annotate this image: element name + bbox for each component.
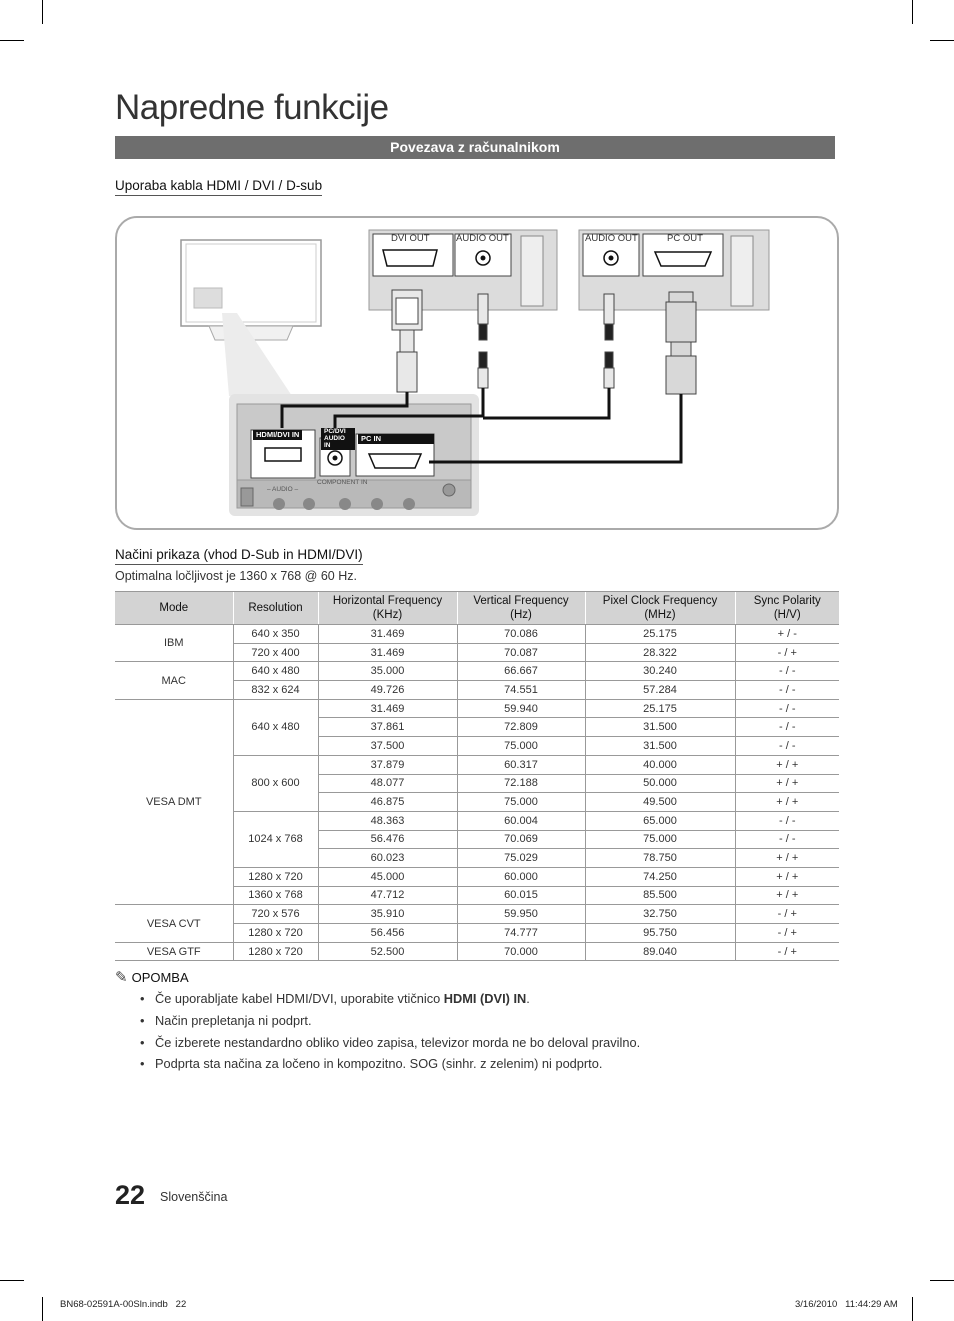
value-cell: - / - bbox=[735, 718, 839, 737]
table-header-row bbox=[115, 592, 839, 625]
resolution-cell: 640 x 480 bbox=[233, 662, 318, 681]
dsub-cable bbox=[666, 292, 696, 394]
pc2-audio-out-label: AUDIO OUT bbox=[585, 233, 638, 244]
value-cell: 31.500 bbox=[585, 737, 735, 756]
value-cell: 32.750 bbox=[585, 905, 735, 924]
value-cell: 75.029 bbox=[457, 849, 585, 868]
table-header-cell bbox=[115, 592, 233, 625]
value-cell: 37.879 bbox=[318, 755, 457, 774]
value-cell: 59.940 bbox=[457, 699, 585, 718]
subsection-modes-title: Načini prikaza (vhod D-Sub in HDMI/DVI) bbox=[115, 547, 363, 565]
value-cell: 28.322 bbox=[585, 643, 735, 662]
value-cell: + / + bbox=[735, 867, 839, 886]
note-item bbox=[140, 1056, 640, 1078]
resolution-cell: 640 x 480 bbox=[233, 699, 318, 755]
value-cell: 37.500 bbox=[318, 737, 457, 756]
table-header-cell bbox=[585, 592, 735, 625]
mode-cell: VESA CVT bbox=[115, 905, 233, 942]
header-unit: (H/V) bbox=[773, 609, 801, 621]
table-row bbox=[115, 699, 839, 718]
connection-diagram bbox=[115, 216, 839, 530]
value-cell: - / + bbox=[735, 942, 839, 961]
value-cell: 48.077 bbox=[318, 774, 457, 793]
page-number: 22 bbox=[115, 1180, 146, 1210]
note-title: OPOMBA bbox=[131, 970, 189, 985]
value-cell: 89.040 bbox=[585, 942, 735, 961]
section-title: Povezava z računalnikom bbox=[115, 136, 835, 159]
value-cell: 35.910 bbox=[318, 905, 457, 924]
tv-pc-in-label: PC IN bbox=[358, 434, 434, 444]
header-line: Horizontal Frequency bbox=[332, 594, 443, 607]
value-cell: 31.469 bbox=[318, 699, 457, 718]
value-cell: 65.000 bbox=[585, 811, 735, 830]
value-cell: 60.015 bbox=[457, 886, 585, 905]
value-cell: 70.000 bbox=[457, 942, 585, 961]
tv-audio-label: – AUDIO – bbox=[267, 486, 299, 493]
value-cell: - / - bbox=[735, 662, 839, 681]
header-unit: (KHz) bbox=[372, 609, 403, 621]
value-cell: 70.086 bbox=[457, 625, 585, 644]
value-cell: - / - bbox=[735, 699, 839, 718]
note-list bbox=[140, 991, 640, 1078]
header-line: Mode bbox=[159, 601, 189, 614]
crop-mark bbox=[930, 1280, 954, 1281]
value-cell: - / + bbox=[735, 643, 839, 662]
tv-component-in-label: COMPONENT IN bbox=[317, 479, 368, 486]
value-cell: + / + bbox=[735, 793, 839, 812]
note-text: Način prepletanja ni podprt. bbox=[155, 1012, 312, 1028]
resolution-cell: 720 x 576 bbox=[233, 905, 318, 924]
file-info: BN68-02591A-00Sln.indb 22 bbox=[60, 1299, 187, 1310]
resolution-cell: 640 x 350 bbox=[233, 625, 318, 644]
value-cell: - / + bbox=[735, 905, 839, 924]
pencil-icon: ✎ bbox=[115, 969, 128, 986]
crop-mark bbox=[42, 0, 43, 24]
value-cell: 40.000 bbox=[585, 755, 735, 774]
value-cell: + / + bbox=[735, 774, 839, 793]
header-line: Resolution bbox=[248, 601, 303, 614]
note-text: Podprta sta načina za ločeno in kompozitno. SOG (sinhr. z zelenim) ni podprto. bbox=[155, 1056, 603, 1072]
note-item bbox=[140, 1035, 640, 1057]
value-cell: 66.667 bbox=[457, 662, 585, 681]
value-cell: 95.750 bbox=[585, 924, 735, 943]
audio-cable-2 bbox=[604, 294, 614, 388]
value-cell: 70.069 bbox=[457, 830, 585, 849]
value-cell: 75.000 bbox=[457, 737, 585, 756]
value-cell: + / - bbox=[735, 625, 839, 644]
pc2-pc-out-label: PC OUT bbox=[667, 233, 703, 244]
resolution-cell: 1280 x 720 bbox=[233, 924, 318, 943]
crop-mark bbox=[0, 1280, 24, 1281]
value-cell: + / + bbox=[735, 755, 839, 774]
value-cell: 74.250 bbox=[585, 867, 735, 886]
table-body bbox=[115, 625, 839, 961]
table-header-cell bbox=[735, 592, 839, 625]
table-header-cell bbox=[318, 592, 457, 625]
value-cell: 30.240 bbox=[585, 662, 735, 681]
value-cell: 60.317 bbox=[457, 755, 585, 774]
header-line: Vertical Frequency bbox=[473, 594, 569, 607]
table-header-cell bbox=[457, 592, 585, 625]
value-cell: 74.551 bbox=[457, 681, 585, 700]
value-cell: 49.726 bbox=[318, 681, 457, 700]
value-cell: 52.500 bbox=[318, 942, 457, 961]
optimal-resolution-text: Optimalna ločljivost je 1360 x 768 @ 60 Hz. bbox=[115, 569, 357, 583]
dvi-hdmi-cable bbox=[392, 290, 422, 392]
value-cell: 72.809 bbox=[457, 718, 585, 737]
value-cell: + / + bbox=[735, 886, 839, 905]
mode-cell: MAC bbox=[115, 662, 233, 699]
value-cell: - / - bbox=[735, 681, 839, 700]
tv-audio-in-label: PC/DVI AUDIO IN bbox=[321, 428, 355, 450]
value-cell: 60.023 bbox=[318, 849, 457, 868]
value-cell: 31.500 bbox=[585, 718, 735, 737]
value-cell: 70.087 bbox=[457, 643, 585, 662]
value-cell: 31.469 bbox=[318, 625, 457, 644]
mode-cell: VESA DMT bbox=[115, 699, 233, 905]
value-cell: - / + bbox=[735, 924, 839, 943]
value-cell: 85.500 bbox=[585, 886, 735, 905]
value-cell: 37.861 bbox=[318, 718, 457, 737]
value-cell: 56.456 bbox=[318, 924, 457, 943]
resolution-cell: 1024 x 768 bbox=[233, 811, 318, 867]
header-line: Pixel Clock Frequency bbox=[602, 594, 718, 607]
tv-back-panel bbox=[229, 394, 479, 516]
mode-cell: IBM bbox=[115, 625, 233, 662]
note-bold: HDMI (DVI) IN bbox=[443, 991, 527, 1006]
pc1-dvi-out-label: DVI OUT bbox=[391, 233, 430, 244]
table-row bbox=[115, 662, 839, 681]
resolution-cell: 1280 x 720 bbox=[233, 867, 318, 886]
value-cell: - / - bbox=[735, 811, 839, 830]
resolution-cell: 1280 x 720 bbox=[233, 942, 318, 961]
value-cell: 75.000 bbox=[585, 830, 735, 849]
value-cell: 56.476 bbox=[318, 830, 457, 849]
value-cell: 60.004 bbox=[457, 811, 585, 830]
page-language: Slovenščina bbox=[160, 1190, 228, 1204]
header-unit: (MHz) bbox=[644, 609, 676, 621]
value-cell: - / - bbox=[735, 830, 839, 849]
crop-mark bbox=[912, 1297, 913, 1321]
value-cell: 72.188 bbox=[457, 774, 585, 793]
table-row bbox=[115, 905, 839, 924]
value-cell: 60.000 bbox=[457, 867, 585, 886]
crop-mark bbox=[42, 1297, 43, 1321]
table-row bbox=[115, 625, 839, 644]
header-unit: (Hz) bbox=[510, 609, 532, 621]
value-cell: 45.000 bbox=[318, 867, 457, 886]
value-cell: 49.500 bbox=[585, 793, 735, 812]
display-modes-table bbox=[115, 591, 839, 961]
table-row bbox=[115, 942, 839, 961]
note-text: Če izberete nestandardno obliko video zapisa, televizor morda ne bo deloval pravilno. bbox=[155, 1034, 641, 1050]
value-cell: 74.777 bbox=[457, 924, 585, 943]
crop-mark bbox=[930, 40, 954, 41]
value-cell: 31.469 bbox=[318, 643, 457, 662]
mode-cell: VESA GTF bbox=[115, 942, 233, 961]
crop-mark bbox=[0, 40, 24, 41]
resolution-cell: 1360 x 768 bbox=[233, 886, 318, 905]
value-cell: 48.363 bbox=[318, 811, 457, 830]
print-timestamp: 3/16/2010 11:44:29 AM bbox=[795, 1299, 898, 1310]
note-text-end: . bbox=[526, 991, 530, 1006]
value-cell: - / - bbox=[735, 737, 839, 756]
value-cell: 35.000 bbox=[318, 662, 457, 681]
value-cell: 57.284 bbox=[585, 681, 735, 700]
note-item bbox=[140, 1013, 640, 1035]
resolution-cell: 720 x 400 bbox=[233, 643, 318, 662]
note-item bbox=[140, 991, 640, 1013]
resolution-cell: 800 x 600 bbox=[233, 755, 318, 811]
subsection-cable-title: Uporaba kabla HDMI / DVI / D-sub bbox=[115, 178, 322, 196]
value-cell: 59.950 bbox=[457, 905, 585, 924]
connection-illustration bbox=[117, 218, 837, 528]
pc1-audio-out-label: AUDIO OUT bbox=[456, 233, 509, 244]
tv-hdmi-in-label: HDMI/DVI IN bbox=[253, 430, 302, 440]
value-cell: + / + bbox=[735, 849, 839, 868]
value-cell: 25.175 bbox=[585, 625, 735, 644]
value-cell: 75.000 bbox=[457, 793, 585, 812]
table-header-cell bbox=[233, 592, 318, 625]
header-line: Sync Polarity bbox=[753, 594, 821, 607]
audio-cable-1 bbox=[478, 294, 488, 388]
value-cell: 78.750 bbox=[585, 849, 735, 868]
value-cell: 46.875 bbox=[318, 793, 457, 812]
note-heading bbox=[115, 968, 189, 986]
page-title: Napredne funkcije bbox=[115, 88, 389, 127]
tv-illustration bbox=[181, 240, 321, 340]
note-text: Če uporabljate kabel HDMI/DVI, uporabite vtičnico bbox=[155, 991, 444, 1006]
value-cell: 50.000 bbox=[585, 774, 735, 793]
resolution-cell: 832 x 624 bbox=[233, 681, 318, 700]
crop-mark bbox=[912, 0, 913, 24]
value-cell: 25.175 bbox=[585, 699, 735, 718]
value-cell: 47.712 bbox=[318, 886, 457, 905]
